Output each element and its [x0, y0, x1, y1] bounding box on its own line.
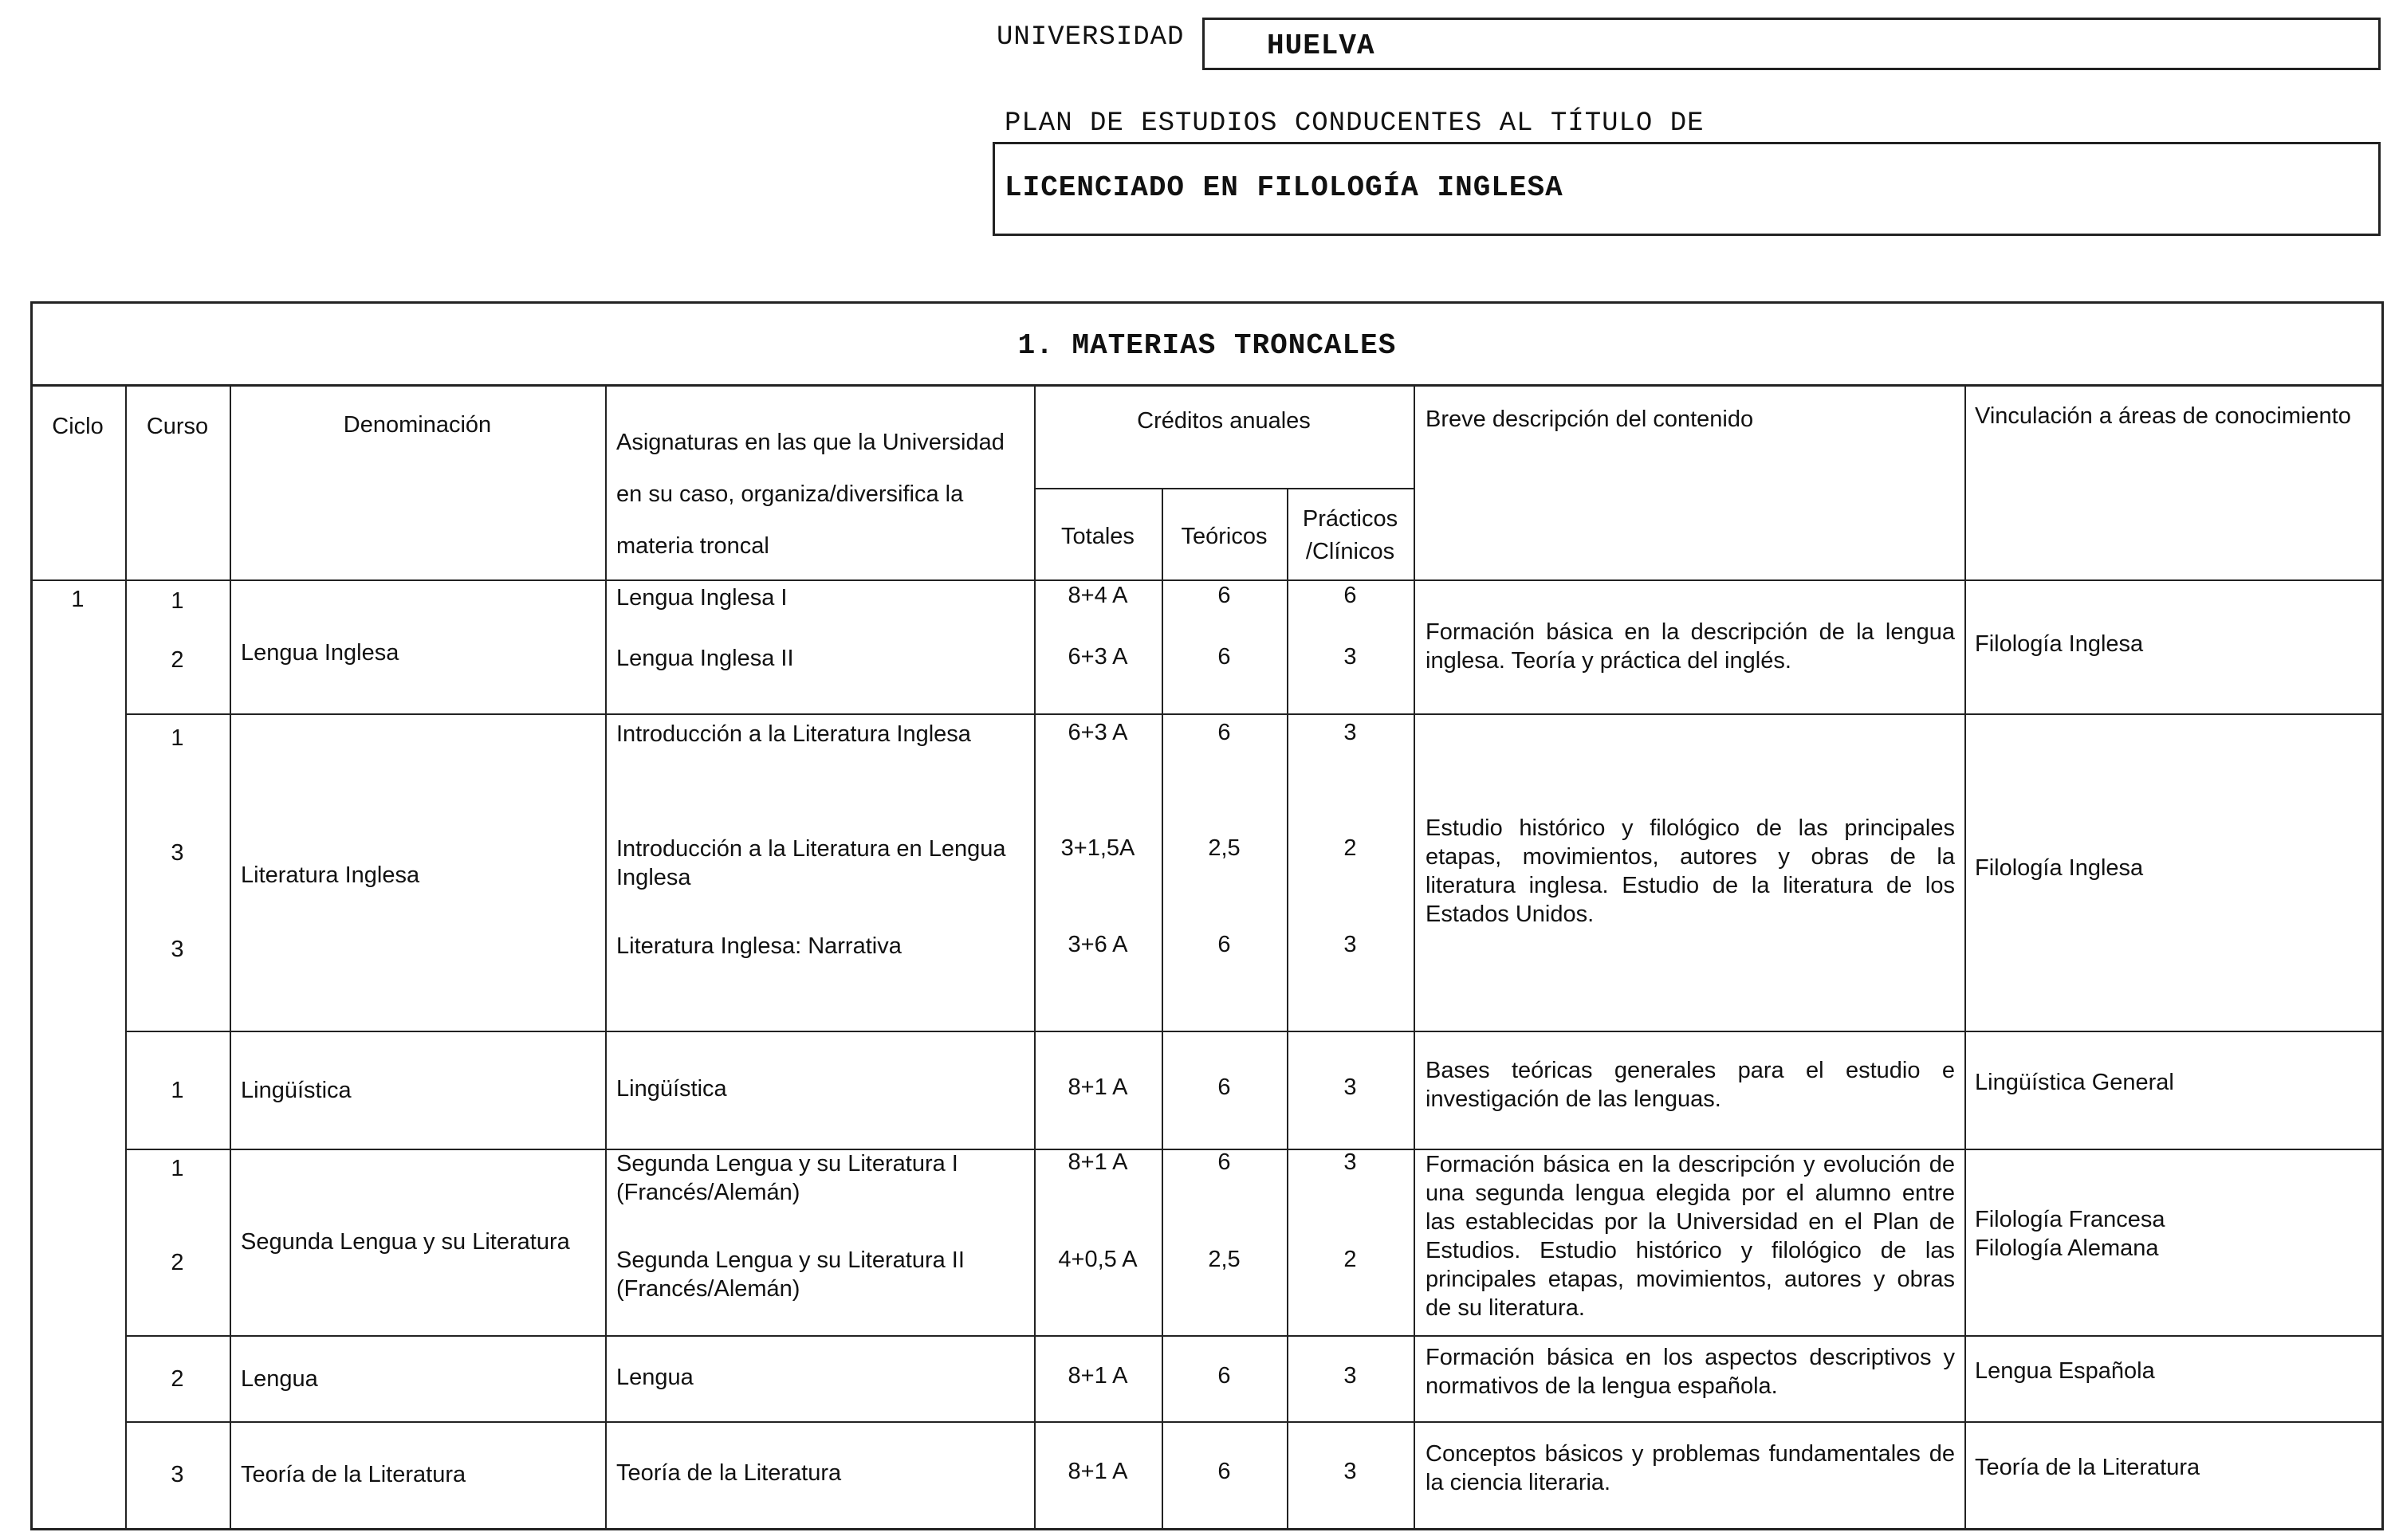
- practicos-cell: 3: [1343, 1149, 1357, 1175]
- totales-cell: 8+1 A: [1068, 1459, 1128, 1484]
- asignatura-cell: Inglesa: [616, 865, 691, 890]
- totales-cell: 6+3 A: [1068, 644, 1128, 670]
- practicos-cell: 3: [1343, 720, 1357, 745]
- header-creditos: Créditos anuales: [1137, 408, 1311, 434]
- curso-cell: 1: [171, 1156, 184, 1181]
- vinculacion-cell: Lingüística General: [1975, 1070, 2174, 1095]
- header-practicos-line2: /Clínicos: [1305, 539, 1395, 564]
- totales-cell: 3+6 A: [1068, 932, 1128, 957]
- degree-box: [993, 142, 2381, 236]
- practicos-cell: 3: [1343, 1074, 1357, 1100]
- university-box: [1202, 18, 2381, 70]
- curso-cell: 3: [171, 937, 184, 962]
- curso-cell: 1: [171, 1078, 184, 1103]
- asignatura-cell: Lengua: [616, 1365, 694, 1390]
- descripcion-cell: Estudio histórico y filológico de las principales etapas, movimientos, autores y obras de la literatura inglesa. Estudio de la literatura de los Estados Unidos.: [1426, 815, 1955, 927]
- table-title-bar: [33, 304, 2381, 387]
- denominacion-cell: Lengua: [241, 1366, 318, 1392]
- curso-cell: 2: [171, 1250, 184, 1275]
- university-value: HUELVA: [1267, 29, 1375, 62]
- vinculacion-cell: Filología Inglesa: [1975, 855, 2144, 881]
- vinculacion-cell: Filología Inglesa: [1975, 631, 2144, 657]
- header-totales: Totales: [1061, 524, 1135, 549]
- asignatura-cell: Segunda Lengua y su Literatura I: [616, 1151, 958, 1177]
- grid-line: [1414, 384, 1415, 1529]
- denominacion-cell: Teoría de la Literatura: [241, 1462, 466, 1487]
- teoricos-cell: 2,5: [1208, 835, 1241, 861]
- denominacion-cell: Lengua Inglesa: [241, 640, 399, 666]
- university-label: UNIVERSIDAD: [997, 22, 1185, 53]
- plan-label: PLAN DE ESTUDIOS CONDUCENTES AL TÍTULO DE: [1005, 108, 1705, 139]
- grid-line: [1034, 488, 1414, 489]
- asignatura-cell: Introducción a la Literatura en Lengua: [616, 836, 1006, 862]
- header-practicos-line1: Prácticos: [1302, 506, 1398, 532]
- asignatura-cell: Segunda Lengua y su Literatura II: [616, 1247, 965, 1273]
- descripcion-cell: Formación básica en la descripción y evolución de una segunda lengua elegida por el alumno entre las establecidas por la Universidad en el Plan de Estudios. Estudio histórico y filológico de las principales etapas, movimientos, autores y obras de su literatura.: [1426, 1152, 1955, 1321]
- vinculacion-cell: Filología Francesa: [1975, 1207, 2165, 1232]
- denominacion-cell: Segunda Lengua y su Literatura: [241, 1229, 570, 1255]
- header-bottom-line: [30, 579, 2384, 581]
- ciclo-value: 1: [71, 587, 85, 612]
- descripcion-cell: Formación básica en la descripción de la lengua inglesa. Teoría y práctica del inglés.: [1426, 619, 1955, 674]
- troncales-table: [30, 301, 2384, 1530]
- practicos-cell: 6: [1343, 583, 1357, 608]
- asignatura-cell: Lengua Inglesa II: [616, 646, 794, 671]
- group-divider: [125, 1031, 2384, 1032]
- group-divider: [125, 1421, 2384, 1423]
- denominacion-cell: Literatura Inglesa: [241, 862, 420, 888]
- curso-cell: 1: [171, 725, 184, 751]
- practicos-cell: 2: [1343, 835, 1357, 861]
- header-asignaturas-line2: en su caso, organiza/diversifica la: [616, 481, 964, 507]
- totales-cell: 4+0,5 A: [1058, 1247, 1138, 1272]
- header-vinculacion: Vinculación a áreas de conocimiento: [1975, 403, 2351, 429]
- header-asignaturas-line1: Asignaturas en las que la Universidad: [616, 430, 1005, 455]
- practicos-cell: 2: [1343, 1247, 1357, 1272]
- teoricos-cell: 6: [1217, 583, 1231, 608]
- totales-cell: 8+1 A: [1068, 1074, 1128, 1100]
- teoricos-cell: 6: [1217, 644, 1231, 670]
- group-divider: [125, 713, 2384, 715]
- denominacion-cell: Lingüística: [241, 1078, 352, 1103]
- asignatura-cell: Teoría de la Literatura: [616, 1460, 842, 1486]
- grid-line: [1964, 384, 1966, 1529]
- vinculacion-cell: Teoría de la Literatura: [1975, 1455, 2200, 1480]
- descripcion-cell: Bases teóricas generales para el estudio e investigación de las lenguas.: [1426, 1058, 1955, 1112]
- header-curso: Curso: [146, 414, 209, 439]
- asignatura-cell: Introducción a la Literatura Inglesa: [616, 721, 971, 747]
- curso-cell: 3: [171, 1462, 184, 1487]
- teoricos-cell: 6: [1217, 720, 1231, 745]
- asignatura-cell: Literatura Inglesa: Narrativa: [616, 933, 902, 959]
- teoricos-cell: 2,5: [1208, 1247, 1241, 1272]
- totales-cell: 3+1,5A: [1060, 835, 1135, 861]
- teoricos-cell: 6: [1217, 1363, 1231, 1389]
- curso-cell: 1: [171, 588, 184, 614]
- degree-value: LICENCIADO EN FILOLOGÍA INGLESA: [1005, 171, 1563, 204]
- curso-cell: 2: [171, 647, 184, 673]
- teoricos-cell: 6: [1217, 1149, 1231, 1175]
- grid-line: [230, 384, 231, 1529]
- practicos-cell: 3: [1343, 1459, 1357, 1484]
- header-asignaturas-line3: materia troncal: [616, 533, 769, 559]
- asignatura-cell: Lingüística: [616, 1076, 727, 1102]
- header-ciclo: Ciclo: [52, 414, 104, 439]
- asignatura-cell: (Francés/Alemán): [616, 1276, 800, 1302]
- practicos-cell: 3: [1343, 644, 1357, 670]
- descripcion-cell: Conceptos básicos y problemas fundamentales de la ciencia literaria.: [1426, 1441, 1955, 1495]
- asignatura-cell: Lengua Inglesa I: [616, 585, 788, 611]
- vinculacion-cell: Lengua Española: [1975, 1358, 2155, 1384]
- teoricos-cell: 6: [1217, 1459, 1231, 1484]
- totales-cell: 8+1 A: [1068, 1149, 1128, 1175]
- vinculacion-cell: Filología Alemana: [1975, 1236, 2159, 1261]
- table-title: 1. MATERIAS TRONCALES: [1017, 329, 1397, 362]
- group-divider: [125, 1335, 2384, 1337]
- asignatura-cell: (Francés/Alemán): [616, 1180, 800, 1205]
- curso-cell: 3: [171, 840, 184, 866]
- totales-cell: 8+4 A: [1068, 583, 1128, 608]
- grid-line: [605, 384, 607, 1529]
- header-denominacion: Denominación: [343, 412, 492, 438]
- totales-cell: 6+3 A: [1068, 720, 1128, 745]
- teoricos-cell: 6: [1217, 1074, 1231, 1100]
- teoricos-cell: 6: [1217, 932, 1231, 957]
- curso-cell: 2: [171, 1366, 184, 1392]
- practicos-cell: 3: [1343, 932, 1357, 957]
- descripcion-cell: Formación básica en los aspectos descriptivos y normativos de la lengua española.: [1426, 1345, 1955, 1399]
- header-descripcion: Breve descripción del contenido: [1426, 407, 1754, 432]
- practicos-cell: 3: [1343, 1363, 1357, 1389]
- totales-cell: 8+1 A: [1068, 1363, 1128, 1389]
- header-teoricos: Teóricos: [1181, 524, 1268, 549]
